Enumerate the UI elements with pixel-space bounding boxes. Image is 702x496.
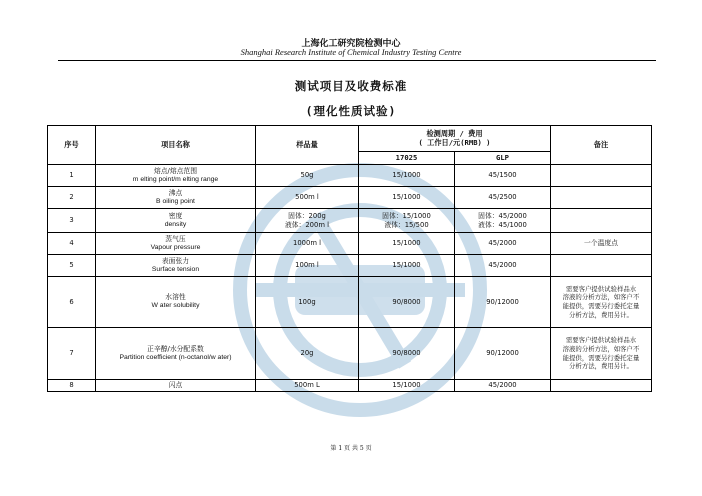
table-row — [48, 277, 652, 328]
header-english-title: Shanghai Research Institute of Chemical Industry Testing Centre — [240, 47, 462, 57]
row-no: 7 — [48, 328, 96, 380]
row-item — [96, 209, 256, 233]
remark-line: 分析方法，费用另计。 — [569, 310, 633, 319]
glp-liquid: 液体：45/1000 — [478, 220, 527, 229]
col-header-17025: 17025 — [359, 152, 455, 165]
item-name-en: Vapour pressure — [150, 243, 201, 251]
row-17025: 15/1000 — [359, 165, 455, 187]
remark-line: 能提供，需要另行委托定量 — [562, 302, 640, 310]
row-sample: 1000m l — [256, 233, 359, 255]
row-remark — [551, 328, 652, 380]
row-remark — [551, 255, 652, 277]
remark-line: 需要客户提供试验样品水 — [565, 336, 637, 345]
row-no: 4 — [48, 233, 96, 255]
row-glp: 90/12000 — [455, 277, 551, 328]
row-17025: 15/1000 — [359, 380, 455, 392]
item-name-en: W ater solubility — [151, 302, 200, 309]
table-row — [48, 187, 652, 209]
row-sample: 500m l — [256, 187, 359, 209]
row-no: 5 — [48, 255, 96, 277]
table-row — [48, 233, 652, 255]
row-glp: 45/2000 — [455, 255, 551, 277]
row-glp: 45/1500 — [455, 165, 551, 187]
row-item — [96, 328, 256, 380]
header-divider — [58, 60, 656, 61]
row-sample: 100g — [256, 277, 359, 328]
row-glp: 90/12000 — [455, 328, 551, 380]
period-fee-line2: ( 工作日/元(RMB) ) — [418, 137, 491, 147]
remark-line: 需要客户提供试验样品水 — [565, 284, 637, 293]
item-name-cn: 熔点/熔点范围 — [153, 166, 198, 175]
item-name-cn: 正辛醇/水分配系数 — [147, 344, 204, 353]
page-title: 测试项目及收费标准 — [294, 79, 408, 93]
row-sample: 500m L — [256, 380, 359, 392]
page-footer: 第 1 页 共 5 页 — [330, 445, 372, 452]
row-sample: 20g — [256, 328, 359, 380]
test-items-table — [47, 125, 652, 392]
col-header-remark: 备注 — [551, 126, 652, 165]
item-name-en: m elting point/m elting range — [132, 175, 219, 183]
row-17025: 90/8000 — [359, 277, 455, 328]
row-remark — [551, 187, 652, 209]
row-item — [96, 233, 256, 255]
iso-solid: 固体：15/1000 — [382, 211, 431, 220]
row-no: 2 — [48, 187, 96, 209]
row-glp: 45/2500 — [455, 187, 551, 209]
item-name-cn: 沸点 — [168, 188, 183, 197]
table-row — [48, 165, 652, 187]
row-remark — [551, 380, 652, 392]
row-no: 3 — [48, 209, 96, 233]
header-chinese-title: 上海化工研究院检测中心 — [301, 39, 401, 49]
sample-solid: 固体：200g — [288, 211, 326, 220]
row-item — [96, 255, 256, 277]
remark-line: 溶液的分析方法，如客户不 — [562, 293, 640, 302]
col-header-period-fee — [359, 126, 551, 152]
row-remark: 一个温度点 — [551, 233, 652, 255]
row-sample: 50g — [256, 165, 359, 187]
page-subtitle: (理化性质试验) — [305, 104, 397, 118]
row-remark — [551, 165, 652, 187]
row-item — [96, 165, 256, 187]
row-sample: 100m l — [256, 255, 359, 277]
row-item — [96, 277, 256, 328]
row-no: 8 — [48, 380, 96, 392]
row-item: 闪点 — [96, 380, 256, 392]
item-name-cn: 表面张力 — [161, 256, 190, 265]
item-name-en: density — [164, 220, 187, 228]
item-name-cn: 蒸气压 — [165, 234, 186, 243]
sample-liquid: 液体：200m l — [284, 220, 330, 229]
row-remark — [551, 209, 652, 233]
remark-line: 溶液的分析方法，如客户不 — [562, 344, 640, 353]
row-glp: 45/2000 — [455, 233, 551, 255]
col-header-item: 项目名称 — [96, 126, 256, 165]
row-glp: 45/2000 — [455, 380, 551, 392]
row-sample — [256, 209, 359, 233]
glp-solid: 固体：45/2000 — [478, 211, 527, 220]
item-name-en: Surface tension — [151, 265, 200, 273]
row-17025: 90/8000 — [359, 328, 455, 380]
iso-liquid: 液体：15/500 — [384, 220, 429, 229]
table-row — [48, 328, 652, 380]
table-row — [48, 255, 652, 277]
row-17025: 15/1000 — [359, 233, 455, 255]
row-no: 1 — [48, 165, 96, 187]
row-17025: 15/1000 — [359, 255, 455, 277]
remark-line: 能提供，需要另行委托定量 — [562, 353, 640, 362]
period-fee-line1: 检测周期 / 费用 — [426, 128, 483, 138]
item-name-cn: 密度 — [168, 211, 183, 220]
item-name-en: B oiling point — [156, 197, 195, 205]
row-17025: 15/1000 — [359, 187, 455, 209]
item-name-cn: 水溶性 — [165, 293, 186, 302]
row-glp — [455, 209, 551, 233]
table-header-row — [48, 126, 652, 152]
col-header-glp: GLP — [455, 152, 551, 165]
remark-line: 分析方法，费用另计。 — [569, 362, 633, 371]
row-no: 6 — [48, 277, 96, 328]
row-item — [96, 187, 256, 209]
table-row — [48, 209, 652, 233]
col-header-sample: 样品量 — [256, 126, 359, 165]
col-header-no: 序号 — [48, 126, 96, 165]
row-remark — [551, 277, 652, 328]
table-row — [48, 380, 652, 392]
item-name-en: Partition coefficient (n-octanol/w ater) — [119, 353, 232, 361]
row-17025 — [359, 209, 455, 233]
